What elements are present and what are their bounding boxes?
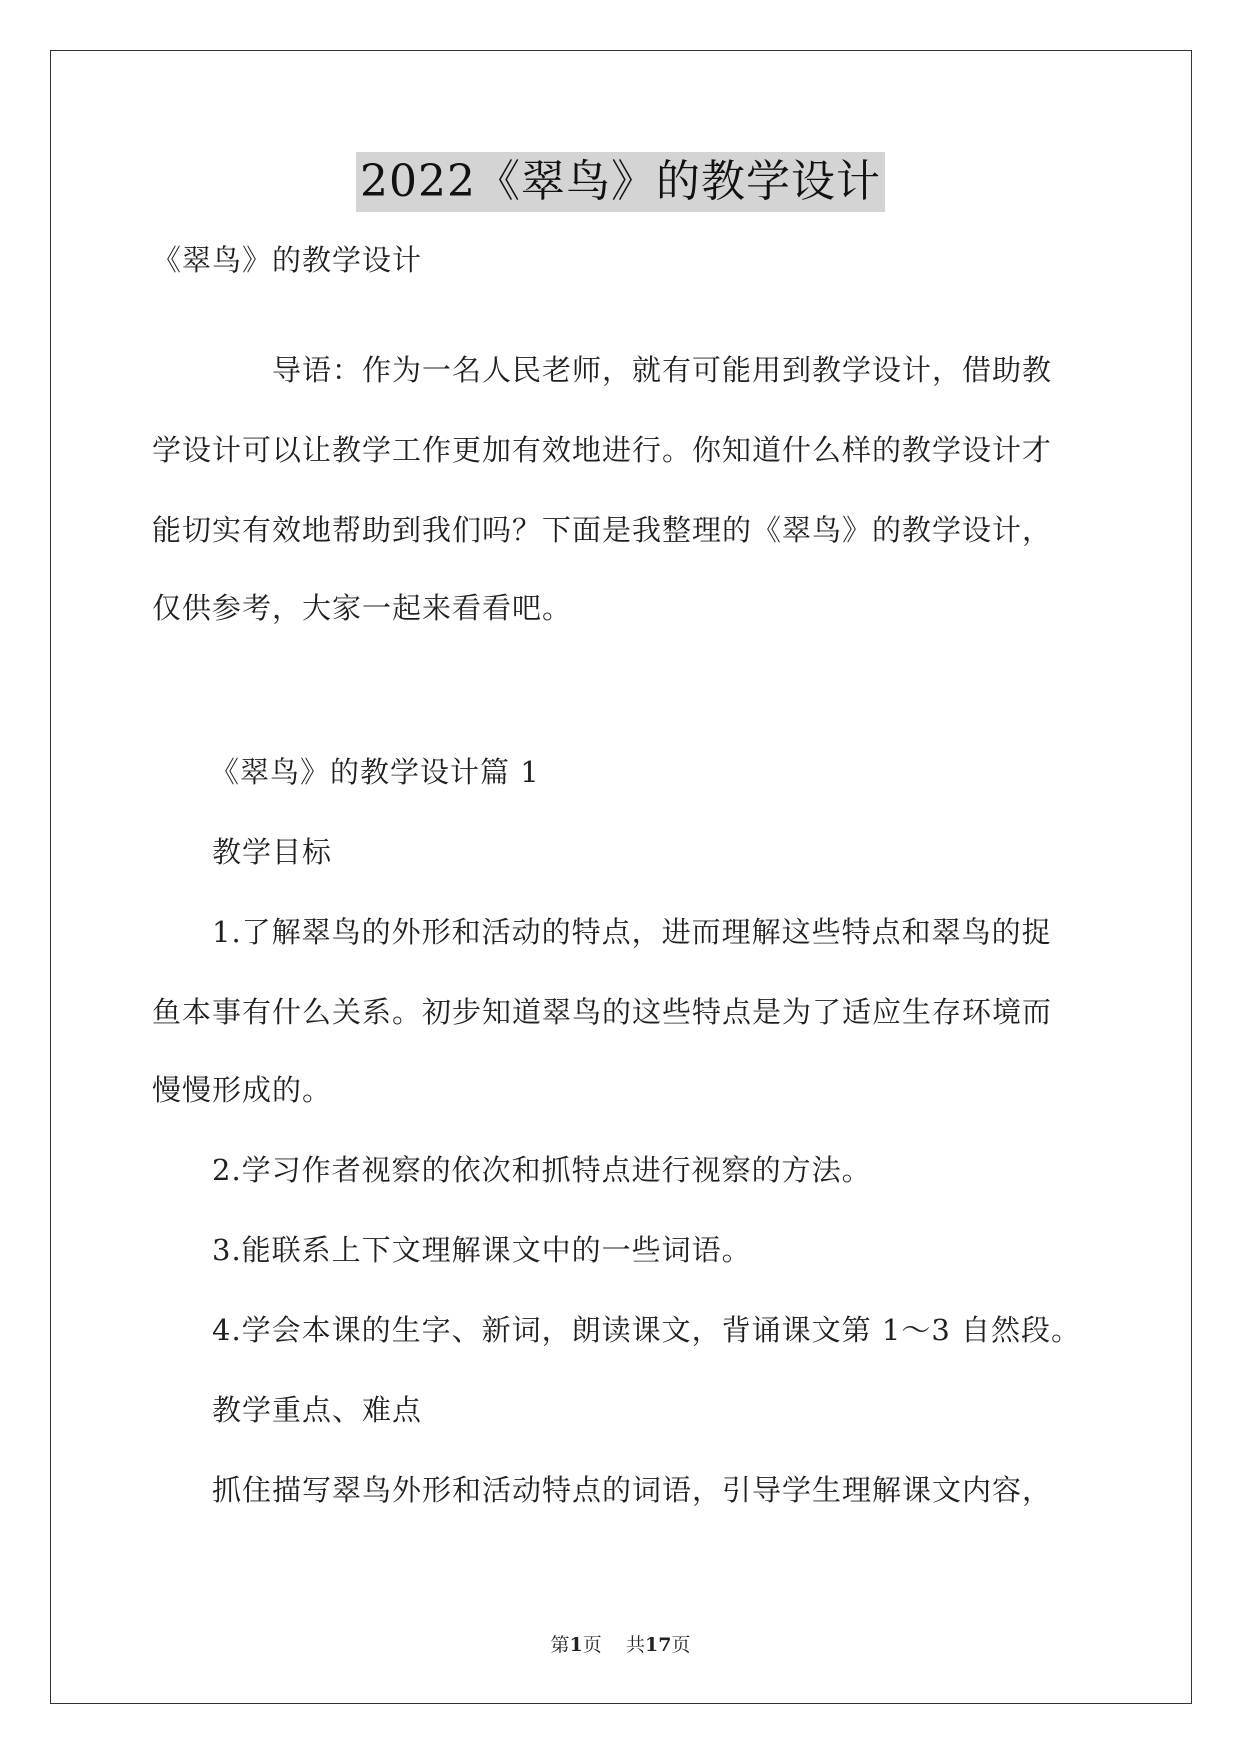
footer-total-suffix: 页 bbox=[671, 1634, 691, 1656]
footer-page-prefix: 第 bbox=[550, 1634, 570, 1656]
title-wrap bbox=[0, 152, 1241, 212]
key-points-heading: 教学重点、难点 bbox=[212, 1393, 423, 1427]
goal-4: 4.学会本课的生字、新词，朗读课文，背诵课文第 1～3 自然段。 bbox=[212, 1313, 1082, 1347]
section-heading: 《翠鸟》的教学设计篇 1 bbox=[210, 755, 540, 789]
key-points-line: 抓住描写翠鸟外形和活动特点的词语，引导学生理解课文内容， bbox=[212, 1473, 1053, 1507]
footer-total-prefix: 共 bbox=[625, 1634, 645, 1656]
goal-1-line-3: 慢慢形成的。 bbox=[152, 1073, 333, 1107]
goals-heading: 教学目标 bbox=[212, 835, 333, 869]
intro-line-1: 导语：作为一名人民老师，就有可能用到教学设计，借助教 bbox=[272, 353, 1053, 387]
goal-1-line-2: 鱼本事有什么关系。初步知道翠鸟的这些特点是为了适应生存环境而 bbox=[152, 995, 1053, 1029]
footer-page-number: 1 bbox=[569, 1634, 583, 1656]
intro-line-2: 学设计可以让教学工作更加有效地进行。你知道什么样的教学设计才 bbox=[152, 433, 1053, 467]
intro-line-4: 仅供参考，大家一起来看看吧。 bbox=[152, 591, 573, 625]
page-footer bbox=[0, 1632, 1241, 1658]
footer-total-pages: 17 bbox=[644, 1634, 672, 1656]
page-border bbox=[50, 50, 1192, 1704]
goal-1-line-1: 1.了解翠鸟的外形和活动的特点，进而理解这些特点和翠鸟的捉 bbox=[212, 915, 1052, 949]
intro-line-3: 能切实有效地帮助到我们吗？下面是我整理的《翠鸟》的教学设计， bbox=[152, 513, 1053, 547]
document-title: 2022《翠鸟》的教学设计 bbox=[356, 152, 885, 212]
goal-3: 3.能联系上下文理解课文中的一些词语。 bbox=[212, 1233, 752, 1267]
footer-page-suffix: 页 bbox=[582, 1634, 602, 1656]
goal-2: 2.学习作者视察的依次和抓特点进行视察的方法。 bbox=[212, 1153, 872, 1187]
document-subtitle: 《翠鸟》的教学设计 bbox=[152, 243, 423, 277]
